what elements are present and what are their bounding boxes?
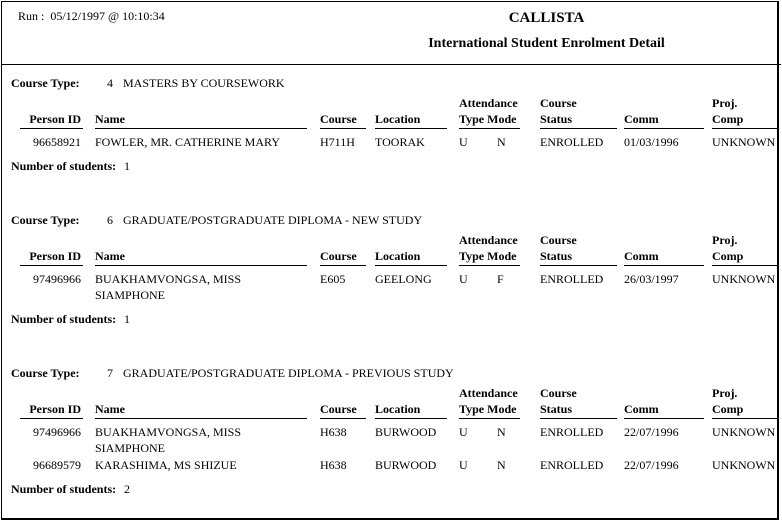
col-attendance: Attendance [459,96,518,110]
header-underline [459,418,520,419]
col-course-top: Course [540,96,577,110]
col-location: Location [375,402,421,416]
col-attendance: Attendance [459,386,518,400]
header-underline [459,128,520,129]
course-type-description: GRADUATE/POSTGRADUATE DIPLOMA - NEW STUDY [123,213,423,227]
col-name: Name [95,112,125,126]
course-status: ENROLLED [540,135,604,149]
col-location: Location [375,249,421,263]
location: TOORAK [375,135,425,149]
col-comm: Comm [624,112,659,126]
header-underline [624,418,704,419]
header-underline [712,128,778,129]
col-status: Status [540,112,573,126]
course-type-label: Course Type: [11,213,80,227]
col-comp: Comp [712,402,744,416]
col-name: Name [95,402,125,416]
col-proj: Proj. [712,386,738,400]
header-underline [540,265,617,266]
col-comm: Comm [624,249,659,263]
course-type-code: 6 [107,213,113,227]
header-underline [459,265,520,266]
run-datetime: 05/12/1997 @ 10:10:34 [50,9,165,23]
number-of-students-value: 1 [124,312,130,326]
course-type-code: 4 [107,76,113,90]
person-id: 97496966 [33,425,81,439]
header-underline [375,418,447,419]
col-course: Course [320,402,357,416]
system-title: CALLISTA [508,10,585,26]
number-of-students-label: Number of students: [11,312,117,326]
number-of-students-label: Number of students: [11,159,117,173]
course-type-description: MASTERS BY COURSEWORK [123,76,285,90]
col-course: Course [320,249,357,263]
col-person-id: Person ID [29,249,81,263]
course-type-label: Course Type: [11,366,80,380]
col-type-mode: Type Mode [459,402,517,416]
course-type-section [0,213,782,353]
course-code: H638 [320,425,347,439]
header-underline [20,265,83,266]
attendance-mode: F [497,272,504,286]
header-underline [20,128,83,129]
header-underline [320,418,366,419]
col-person-id: Person ID [29,112,81,126]
header-underline [712,418,778,419]
header-underline [375,128,447,129]
attendance-mode: N [497,135,506,149]
col-comp: Comp [712,112,744,126]
proj-comp: UNKNOWN [712,458,776,472]
col-name: Name [95,249,125,263]
proj-comp: UNKNOWN [712,425,776,439]
course-code: H638 [320,458,347,472]
header-underline [624,265,704,266]
course-status: ENROLLED [540,425,604,439]
student-name: BUAKHAMVONGSA, MISS [95,425,242,439]
header-underline [95,418,307,419]
number-of-students-value: 1 [124,159,130,173]
course-status: ENROLLED [540,458,604,472]
course-type-section [0,76,782,216]
course-type-label: Course Type: [11,76,80,90]
col-proj: Proj. [712,96,738,110]
col-attendance: Attendance [459,233,518,247]
header-underline [540,128,617,129]
header-underline [320,265,366,266]
course-type-description: GRADUATE/POSTGRADUATE DIPLOMA - PREVIOUS STUDY [123,366,454,380]
col-type-mode: Type Mode [459,249,517,263]
header-underline [712,265,778,266]
attendance-type: U [459,425,468,439]
col-comm: Comm [624,402,659,416]
col-course: Course [320,112,357,126]
course-code: H711H [320,135,355,149]
col-course-top: Course [540,233,577,247]
run-label: Run : [18,9,45,23]
col-location: Location [375,112,421,126]
comm-date: 22/07/1996 [624,425,679,439]
proj-comp: UNKNOWN [712,272,776,286]
col-course-top: Course [540,386,577,400]
course-status: ENROLLED [540,272,604,286]
course-code: E605 [320,272,346,286]
header-underline [540,418,617,419]
person-id: 97496966 [33,272,81,286]
student-name: BUAKHAMVONGSA, MISS [95,272,242,286]
col-status: Status [540,249,573,263]
proj-comp: UNKNOWN [712,135,776,149]
header-underline [320,128,366,129]
attendance-mode: N [497,458,506,472]
person-id: 96689579 [33,458,81,472]
attendance-type: U [459,272,468,286]
number-of-students-value: 2 [124,482,130,496]
attendance-type: U [459,135,468,149]
location: BURWOOD [375,458,437,472]
report-title: International Student Enrolment Detail [428,36,665,51]
header-underline [624,128,704,129]
attendance-mode: N [497,425,506,439]
course-type-code: 7 [107,366,113,380]
header-underline [20,418,83,419]
attendance-type: U [459,458,468,472]
col-person-id: Person ID [29,402,81,416]
header-underline [95,128,307,129]
course-type-section [0,366,782,506]
col-type-mode: Type Mode [459,112,517,126]
student-name-cont: SIAMPHONE [95,288,166,302]
header-divider [1,64,781,65]
student-name: FOWLER, MR. CATHERINE MARY [95,135,281,149]
col-proj: Proj. [712,233,738,247]
header-underline [95,265,307,266]
comm-date: 26/03/1997 [624,272,679,286]
location: BURWOOD [375,425,437,439]
location: GEELONG [375,272,432,286]
number-of-students-label: Number of students: [11,482,117,496]
col-status: Status [540,402,573,416]
col-comp: Comp [712,249,744,263]
person-id: 96658921 [33,135,81,149]
header-underline [375,265,447,266]
student-name: KARASHIMA, MS SHIZUE [95,458,237,472]
comm-date: 01/03/1996 [624,135,679,149]
comm-date: 22/07/1996 [624,458,679,472]
student-name-cont: SIAMPHONE [95,441,166,455]
